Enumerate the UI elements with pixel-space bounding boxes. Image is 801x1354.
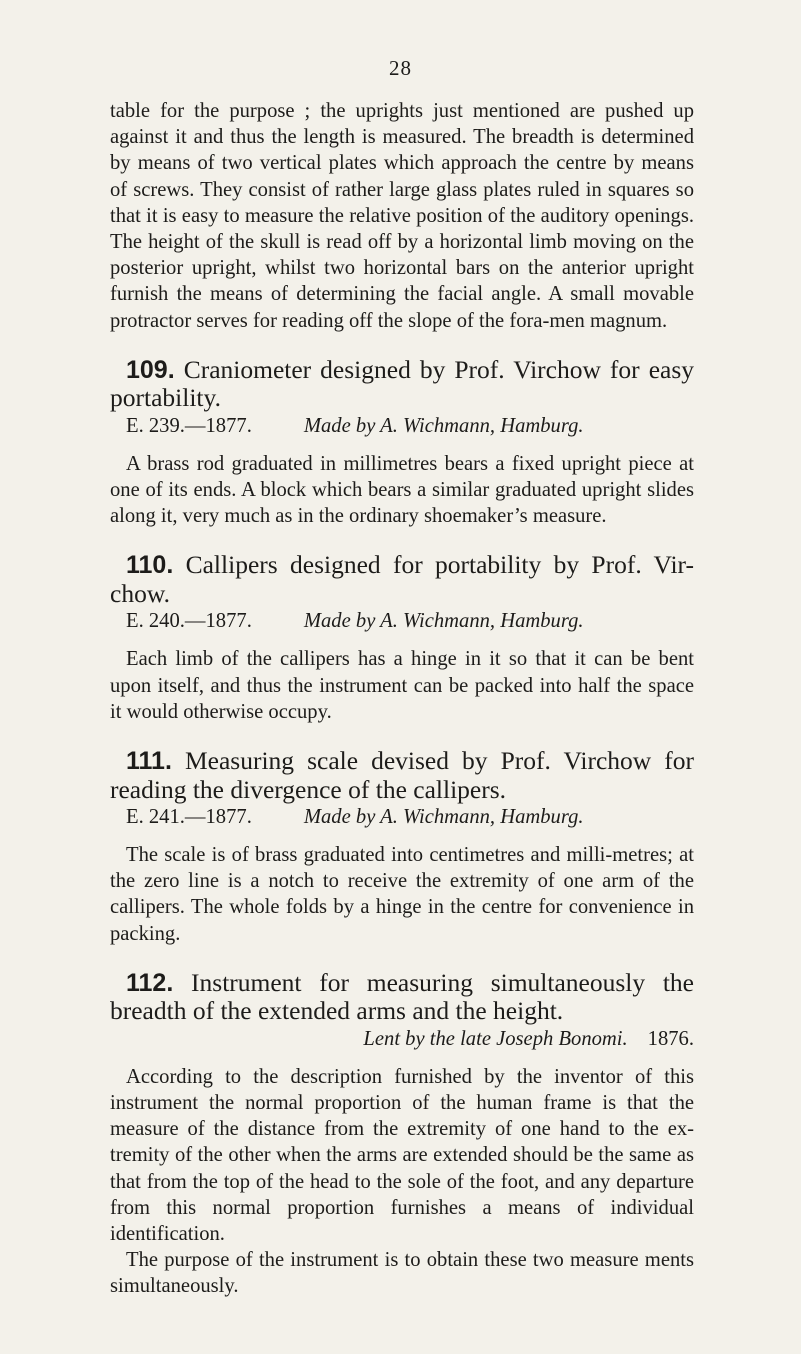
entry-title: Instrument for measuring simultaneously the breadth of the extended arms and the height. bbox=[110, 967, 694, 1026]
maker-credit: Made by A. Wichmann, Hamburg. bbox=[303, 414, 584, 437]
entry-reference bbox=[110, 1026, 694, 1052]
reference-number: E. 240.—1877. bbox=[126, 610, 252, 633]
intro-paragraph: table for the purpose ; the uprights just mentioned are pushed up against it and thus the length is measured. The breadth is determined by means of two vertical plates which approach the centre by means of screws. They consist of rather large glass plates ruled in squares so that it is easy to measure the relative position of the auditory openings. The height of the skull is read off by a horizontal limb moving on the posterior upright, whilst two horizontal bars on the anterior upright furnish the means of determining the facial angle. A small movable protractor serves for reading off the slope of the fora-men magnum. bbox=[110, 100, 694, 332]
maker-credit: Made by A. Wichmann, Hamburg. bbox=[303, 610, 584, 633]
page-content bbox=[110, 98, 694, 1300]
entry-description-continued: The purpose of the instrument is to obtain these two measure ments simultaneously. bbox=[110, 1249, 694, 1298]
entry-number: 109. bbox=[126, 355, 175, 384]
reference-number: E. 239.—1877. bbox=[126, 414, 252, 437]
page-number: 28 bbox=[389, 56, 412, 80]
entry-title: Craniometer designed by Prof. Virchow for easy portability. bbox=[110, 354, 694, 413]
entry-number: 110. bbox=[126, 551, 174, 580]
reference-number: E. 241.—1877. bbox=[126, 806, 252, 829]
catalogue-entry-112 bbox=[110, 969, 694, 1300]
entry-heading bbox=[110, 551, 694, 608]
entry-heading bbox=[110, 969, 694, 1026]
lender-credit: Lent by the late Joseph Bonomi. bbox=[363, 1027, 628, 1050]
entry-description: Each limb of the callipers has a hinge in it so that it can be bent upon itself, and thus the instrument can be packed into half the space it would otherwise occupy. bbox=[110, 648, 694, 723]
entry-heading bbox=[110, 747, 694, 804]
entry-number: 112. bbox=[126, 968, 174, 997]
entry-number: 111. bbox=[126, 747, 172, 776]
entry-reference bbox=[110, 804, 694, 830]
catalogue-entry-111 bbox=[110, 747, 694, 947]
maker-credit: Made by A. Wichmann, Hamburg. bbox=[303, 806, 584, 829]
entry-description: A brass rod graduated in millimetres bears a fixed upright piece at one of its ends. A block which bears a similar graduated upright slides along it, very much as in the ordinary shoemaker’s measure. bbox=[110, 452, 694, 528]
entry-title: Callipers designed for portability by Prof. Vir-chow. bbox=[110, 550, 694, 608]
entry-title: Measuring scale devised by Prof. Virchow for reading the divergence of the callipers. bbox=[110, 746, 694, 804]
entry-description: The scale is of brass graduated into centimetres and milli-metres; at the zero line is a notch to receive the extremity of one arm of the callipers. The whole folds by a hinge in the centre for convenience in packing. bbox=[110, 844, 694, 945]
catalogue-entry-110 bbox=[110, 551, 694, 725]
entry-year: 1876. bbox=[647, 1027, 694, 1050]
catalogue-entry-109 bbox=[110, 356, 694, 530]
entry-reference bbox=[110, 608, 694, 634]
entry-heading bbox=[110, 356, 694, 413]
entry-description: According to the description furnished by the inventor of this instrument the normal proportion of the human frame is that the measure of the distance from the extremity of one hand to the ex-tremity of the other when the arms are extended should be the same as that from the top of the head to the sole of the foot, and any departure from this normal proportion furnishes a means of individual identification. bbox=[110, 1065, 694, 1246]
entry-reference bbox=[110, 413, 694, 439]
